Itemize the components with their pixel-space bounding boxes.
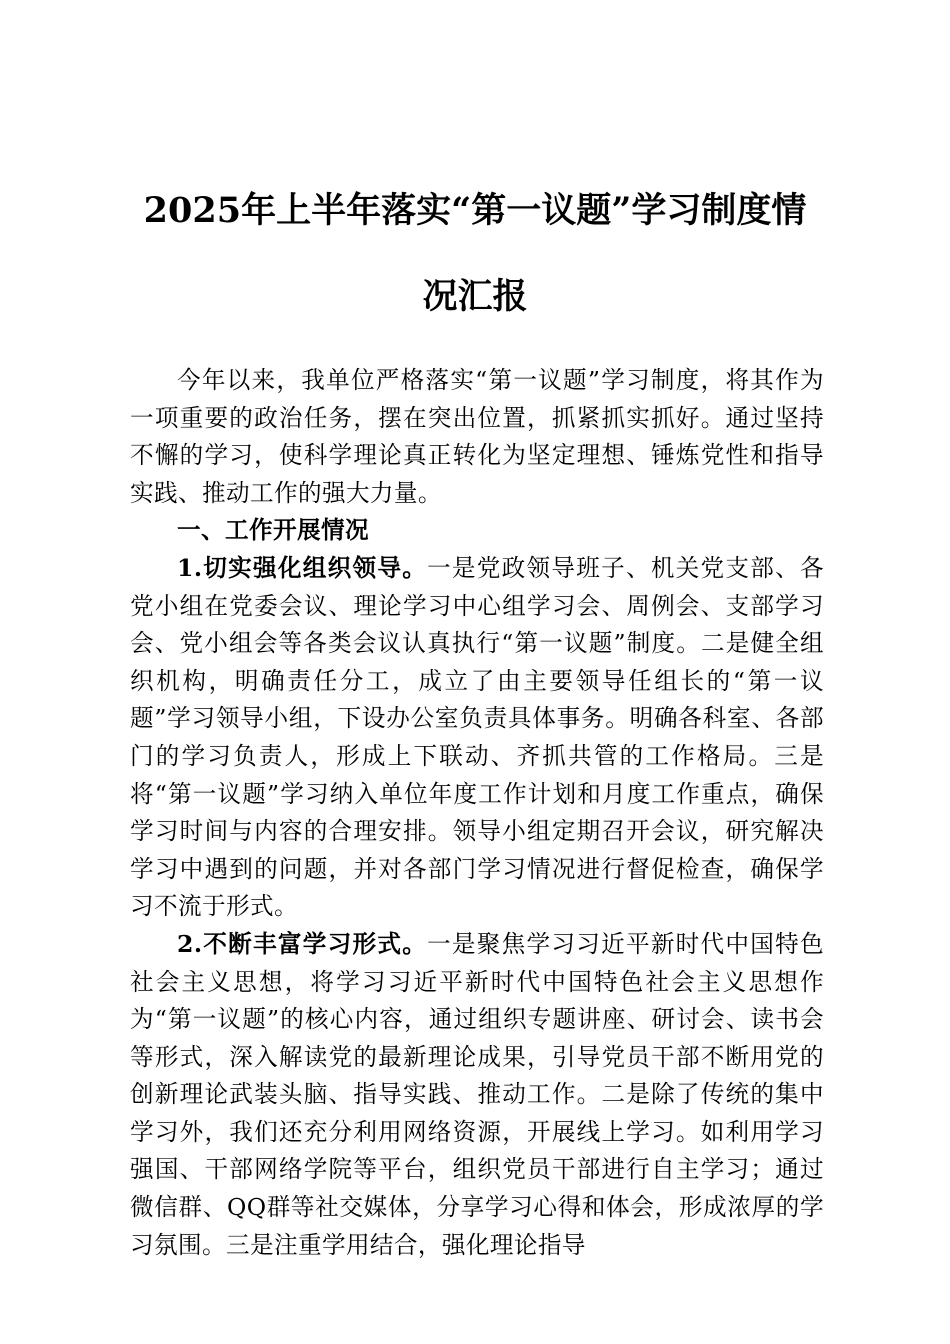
item-1-lead: 1.切实强化组织领导。	[177, 553, 428, 582]
document-title	[100, 168, 850, 340]
item-1-paragraph	[130, 550, 824, 926]
intro-paragraph: 今年以来，我单位严格落实“第一议题”学习制度，将其作为一项重要的政治任务，摆在突出位置，抓紧抓实抓好。通过坚持不懈的学习，使科学理论真正转化为坚定理想、锤炼党性和指导实践、推动工作的强大力量。	[130, 366, 824, 507]
section-heading-1: 一、工作开展情况	[177, 516, 369, 545]
item-2-lead: 2.不断丰富学习形式。	[177, 929, 428, 958]
title-line-1: 2025年上半年落实“第一议题”学习制度情	[143, 190, 807, 231]
item-1-text: 一是党政领导班子、机关党支部、各党小组在党委会议、理论学习中心组学习会、周例会、支部学习会、党小组会等各类会议认真执行“第一议题”制度。二是健全组织机构，明确责任分工，成立了由主要领导任组长的“第一议题”学习领导小组，下设办公室负责具体事务。明确各科室、各部门的学习负责人，形成上下联动、齐抓共管的工作格局。三是将“第一议题”学习纳入单位年度工作计划和月度工作重点，确保学习时间与内容的合理安排。领导小组定期召开会议，研究解决学习中遇到的问题，并对各部门学习情况进行督促检查，确保学习不流于形式。	[130, 553, 824, 921]
item-2-text: 一是聚焦学习习近平新时代中国特色社会主义思想，将学习习近平新时代中国特色社会主义思想作为“第一议题”的核心内容，通过组织专题讲座、研讨会、读书会等形式，深入解读党的最新理论成果，引导党员干部不断用党的创新理论武装头脑、指导实践、推动工作。二是除了传统的集中学习外，我们还充分利用网络资源，开展线上学习。如利用学习强国、干部网络学院等平台，组织党员干部进行自主学习；通过微信群、QQ群等社交媒体，分享学习心得和体会，形成浓厚的学习氛围。三是注重学用结合，强化理论指导	[130, 929, 824, 1259]
title-line-2: 况汇报	[422, 276, 528, 317]
document-body	[130, 362, 824, 1264]
item-2-paragraph	[130, 926, 824, 1264]
